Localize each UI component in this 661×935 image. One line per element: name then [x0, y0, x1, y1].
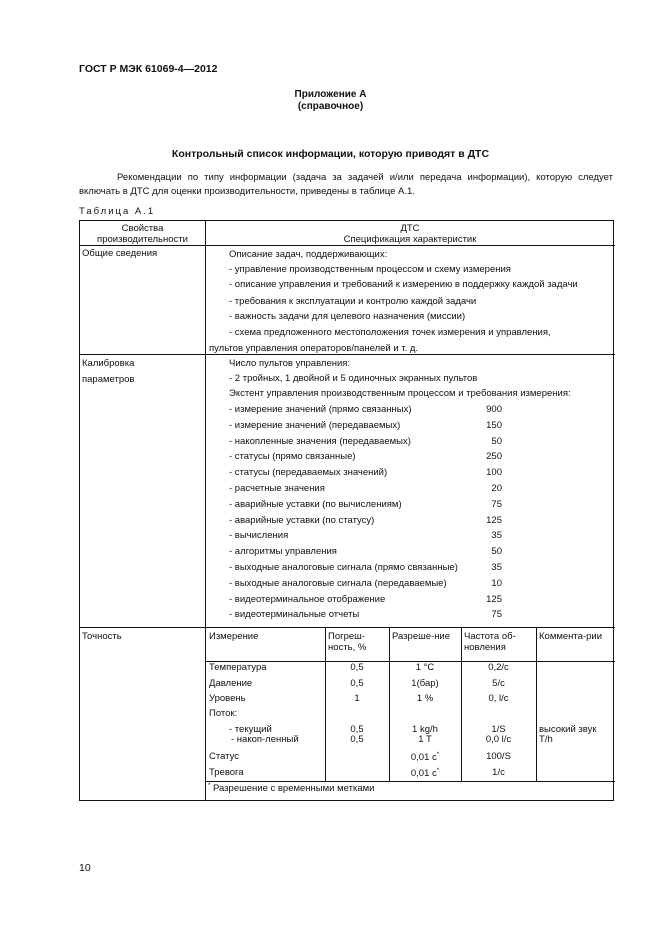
measure-frequency: 0, l/c — [488, 693, 509, 704]
calibration-item-value: 20 — [491, 483, 502, 494]
calibration-item-name: - видеотерминальное отображение — [229, 593, 386, 605]
appendix-type: (справочное) — [297, 101, 364, 112]
col-error-2: ность, % — [328, 642, 367, 653]
measure-resolution: 1(бар) — [411, 678, 439, 689]
general-line: - описание управления и требований к измерению в поддержку каждой задачи — [229, 279, 578, 290]
consoles-text: - 2 тройных, 1 двойной и 5 одиночных экранных пультов — [229, 373, 478, 384]
measure-name: - накоп-ленный — [231, 734, 299, 745]
calibration-item-name: - накопленные значения (передаваемых) — [229, 435, 411, 447]
appendix-label: Приложение А — [294, 89, 367, 100]
header-spec: Спецификация характеристик — [343, 234, 477, 245]
measure-resolution: 1 % — [416, 693, 434, 704]
col-comment: Коммента-рии — [539, 631, 602, 642]
measure-frequency: 0,2/с — [488, 662, 509, 673]
document-header: ГОСТ Р МЭК 61069-4—2012 — [79, 63, 218, 75]
measure-name: Уровень — [209, 693, 246, 704]
measure-name: Поток: — [209, 708, 238, 719]
measure-comment: T/h — [539, 734, 553, 745]
page-number: 10 — [79, 862, 91, 874]
calibration-item-name: - статусы (передаваемых значений) — [229, 467, 388, 479]
table-footnote: * Разрешение с временными метками — [208, 783, 375, 795]
measure-resolution: 0,01 с* — [410, 752, 440, 764]
col-frequency-2: новления — [464, 642, 506, 653]
intro-paragraph: Рекомендации по типу информации (задача за задачей и/или передача информации), которую следует включать в ДТС для оценки производительности, приведены в таблице А.1. — [79, 172, 613, 197]
calibration-item-value: 125 — [486, 593, 502, 605]
calibration-item-name: - выходные аналоговые сигнала (передаваемые) — [229, 577, 447, 589]
row-label-general: Общие сведения — [82, 248, 158, 259]
row-label-accuracy: Точность — [82, 631, 122, 642]
calibration-item-name: - измерение значений (прямо связанных) — [229, 404, 412, 415]
general-line: - важность задачи для целевого назначения (миссии) — [229, 311, 466, 322]
col-measure: Измерение — [209, 631, 259, 642]
col-resolution: Разреше-ние — [392, 631, 451, 642]
general-line: Описание задач, поддерживающих: — [229, 249, 388, 260]
calibration-item-name: - выходные аналоговые сигнала (прямо связанные) — [229, 562, 458, 573]
col-error: Погреш- — [328, 631, 365, 642]
row-label-calibration-2: параметров — [82, 374, 135, 385]
calibration-item-value: 100 — [486, 467, 502, 479]
header-properties: Свойства — [121, 223, 164, 234]
measure-error: 1 — [354, 693, 360, 704]
measure-frequency: 0,0 l/c — [485, 734, 512, 745]
measure-name: Температура — [209, 662, 267, 673]
section-title: Контрольный список информации, которую приводят в ДТС — [171, 148, 490, 160]
calibration-item-value: 125 — [486, 514, 502, 526]
measure-name: - текущий — [229, 724, 272, 735]
calibration-item-name: - алгоритмы управления — [229, 546, 337, 558]
calibration-item-value: 10 — [491, 577, 502, 589]
consoles-title: Число пультов управления: — [229, 358, 351, 369]
measure-error: 0,5 — [350, 724, 364, 735]
calibration-item-value: 900 — [486, 404, 502, 415]
measure-resolution: 1 kg/h — [412, 724, 438, 735]
measure-error: 0,5 — [350, 678, 364, 689]
header-dts: ДТС — [400, 223, 420, 234]
col-frequency: Частота об- — [464, 631, 516, 642]
calibration-item-name: - статусы (прямо связанные) — [229, 451, 356, 463]
calibration-item-value: 35 — [491, 530, 502, 542]
table-caption: Таблица А.1 — [79, 206, 156, 217]
calibration-item-value: 250 — [486, 451, 502, 463]
measure-frequency: 1/S — [491, 724, 506, 735]
calibration-item-value: 150 — [486, 419, 502, 431]
measure-name: Статус — [209, 751, 240, 762]
calibration-item-value: 50 — [491, 546, 502, 558]
measure-name: Тревога — [209, 767, 244, 778]
calibration-item-name: - аварийные уставки (по вычислениям) — [229, 498, 402, 510]
general-line: - управление производственным процессом и схему измерения — [229, 264, 511, 275]
table-a1 — [79, 220, 614, 801]
measure-name: Давление — [209, 678, 253, 689]
calibration-item-name: - видеотерминальные отчеты — [229, 609, 360, 621]
calibration-item-value: 75 — [491, 498, 502, 510]
extent-title: Экстент управления производственным процессом и требования измерения: — [229, 388, 571, 399]
measure-comment: высокий звук — [539, 724, 597, 735]
general-line: - требования к эксплуатации и контролю каждой задачи — [229, 296, 477, 307]
header-properties-2: производительности — [97, 234, 188, 245]
row-label-calibration: Калибровка — [82, 358, 135, 369]
calibration-item-value: 75 — [491, 609, 502, 621]
calibration-item-name: - расчетные значения — [229, 483, 325, 494]
calibration-item-name: - аварийные уставки (по статусу) — [229, 514, 375, 526]
calibration-item-name: - вычисления — [229, 530, 289, 542]
calibration-item-value: 35 — [491, 562, 502, 573]
measure-resolution: 1 °С — [415, 662, 435, 673]
measure-frequency: 100/S — [486, 751, 511, 762]
calibration-item-name: - измерение значений (передаваемых) — [229, 419, 401, 431]
general-line: - схема предложенного местоположения точек измерения и управления, — [229, 327, 551, 338]
measure-frequency: 1/c — [492, 767, 505, 778]
measure-resolution: 0,01 с* — [410, 768, 440, 780]
general-line: пультов управления операторов/панелей и т. д. — [209, 343, 419, 354]
calibration-item-value: 50 — [491, 435, 502, 447]
measure-frequency: 5/с — [492, 678, 505, 689]
measure-error: 0,5 — [350, 734, 364, 745]
measure-resolution: 1 T — [418, 734, 432, 745]
measure-error: 0,5 — [350, 662, 364, 673]
